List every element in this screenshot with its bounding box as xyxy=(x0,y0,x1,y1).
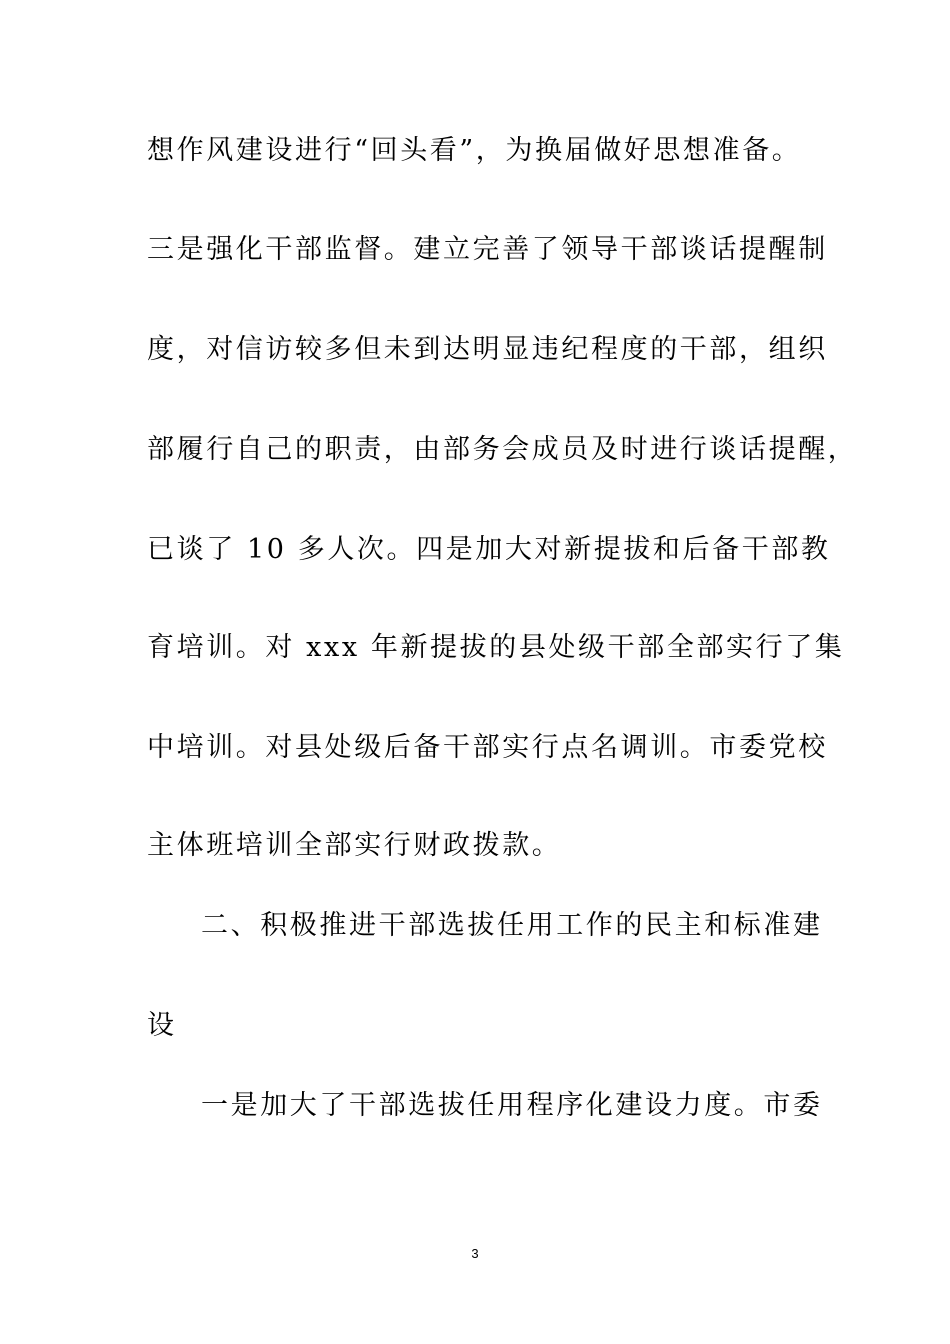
body-text-line: 中培训。对县处级后备干部实行点名调训。市委党校 xyxy=(147,732,828,763)
body-text-line: 度，对信访较多但未到达明显违纪程度的干部，组织 xyxy=(147,334,828,365)
page-number: 3 xyxy=(471,1246,479,1261)
body-text-line: 已谈了 10 多人次。四是加大对新提拔和后备干部教 xyxy=(147,534,831,565)
body-text-line: 部履行自己的职责，由部务会成员及时进行谈话提醒， xyxy=(147,434,858,465)
section-heading: 二、积极推进干部选拔任用工作的民主和标准建 xyxy=(201,910,823,941)
body-text-line: 育培训。对 xxx 年新提拔的县处级干部全部实行了集 xyxy=(147,632,845,663)
section-heading-continuation: 设 xyxy=(147,1010,177,1041)
body-text-line: 三是强化干部监督。建立完善了领导干部谈话提醒制 xyxy=(147,234,828,265)
body-text-line: 主体班培训全部实行财政拨款。 xyxy=(147,830,562,861)
body-text-line: 想作风建设进行“回头看”，为换届做好思想准备。 xyxy=(147,135,802,166)
paragraph-first-line: 一是加大了干部选拔任用程序化建设力度。市委 xyxy=(201,1090,823,1121)
